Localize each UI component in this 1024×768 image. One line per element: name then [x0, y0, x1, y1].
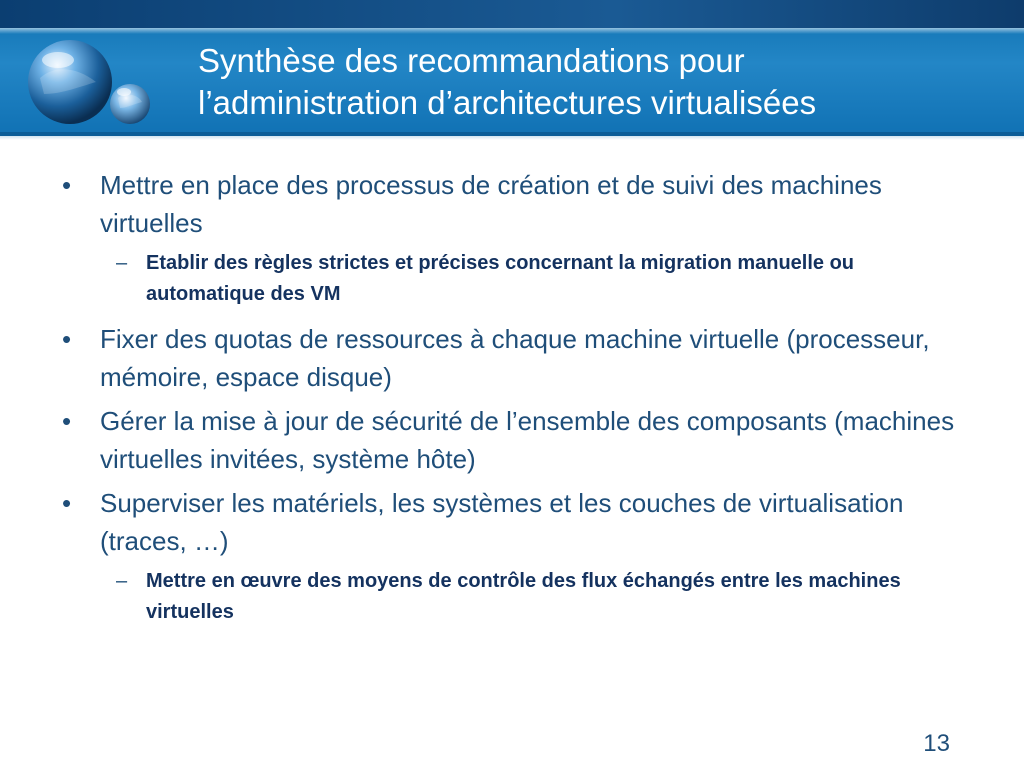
header-top-band [0, 0, 1024, 28]
sub-bullet-text: Etablir des règles strictes et précises concernant la migration manuelle ou automatique des VM [146, 252, 855, 305]
title-line-2: l’administration d’architectures virtualisées [198, 84, 817, 121]
header-sheen [0, 28, 1024, 34]
globe-spheres-logo-icon [22, 38, 162, 134]
header-shadow [0, 136, 1024, 140]
bullet-dot-icon: • [62, 488, 72, 518]
sub-bullet-text: Mettre en œuvre des moyens de contrôle des flux échangés entre les machines virtuelles [146, 570, 901, 623]
bullet-item-2 [62, 320, 960, 396]
bullet-text: Superviser les matériels, les systèmes et les couches de virtualisation (traces, …) [100, 488, 904, 556]
bullet-item-4 [62, 484, 960, 560]
sub-bullet-item-2 [116, 566, 966, 628]
slide-header [0, 0, 1024, 140]
slide-content [0, 166, 1024, 638]
slide-title [198, 40, 998, 124]
bullet-text: Gérer la mise à jour de sécurité de l’ensemble des composants (machines virtuelles invitées, système hôte) [100, 406, 955, 474]
title-line-1: Synthèse des recommandations pour [198, 42, 745, 79]
page-number: 13 [923, 730, 950, 757]
bullet-dot-icon: • [62, 406, 72, 436]
sub-bullet-item-1 [116, 248, 966, 310]
bullet-text: Fixer des quotas de ressources à chaque machine virtuelle (processeur, mémoire, espace disque) [100, 324, 930, 392]
bullet-text: Mettre en place des processus de création et de suivi des machines virtuelles [100, 170, 882, 238]
dash-icon: – [116, 570, 128, 592]
bullet-item-1 [62, 166, 960, 242]
bullet-dot-icon: • [62, 170, 72, 200]
bullet-dot-icon: • [62, 324, 72, 354]
dash-icon: – [116, 252, 128, 274]
bullet-item-3 [62, 402, 960, 478]
